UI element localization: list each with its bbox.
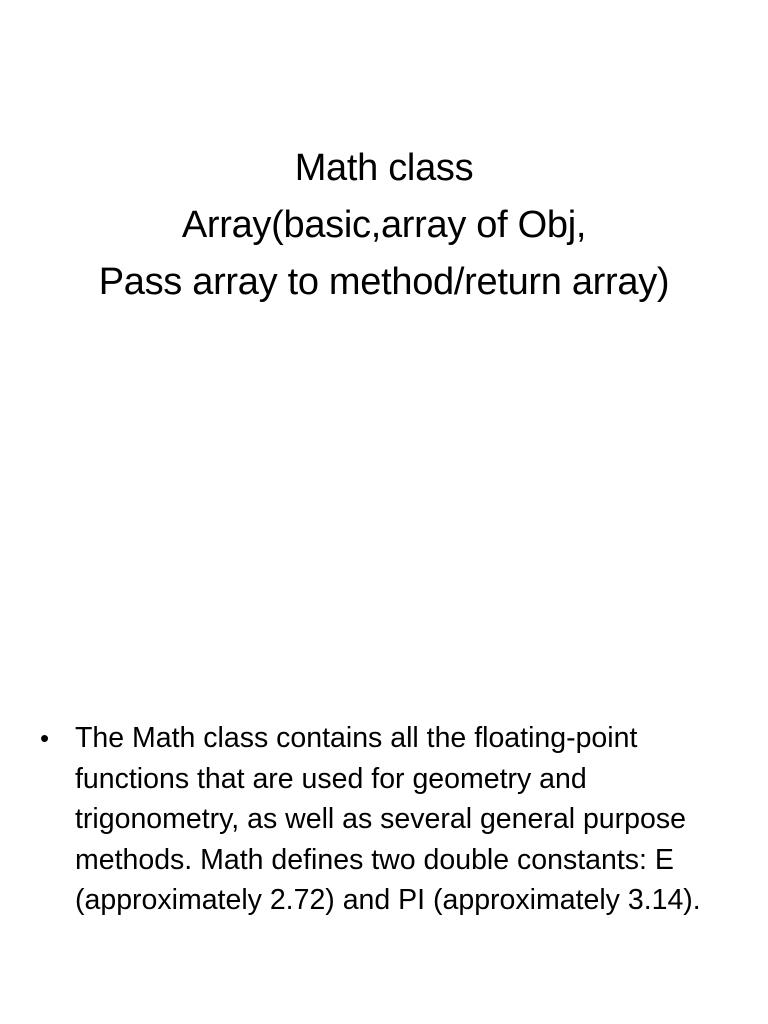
title-line-3: Pass array to method/return array) (98, 261, 670, 303)
title-line-1: Math class (294, 147, 474, 189)
bullet-text: The Math class contains all the floating-point functions that are used for geometry and trigonometry, as well as several general purpose methods. Math defines two double constants: E (approximately 2.72) and PI (approximately 3.14). (75, 722, 701, 916)
title-line-2: Array(basic,array of Obj, (181, 204, 587, 246)
bullet-marker: • (40, 723, 50, 753)
slide-body (40, 718, 720, 921)
bullet-item (40, 718, 720, 921)
slide-title (20, 140, 748, 311)
